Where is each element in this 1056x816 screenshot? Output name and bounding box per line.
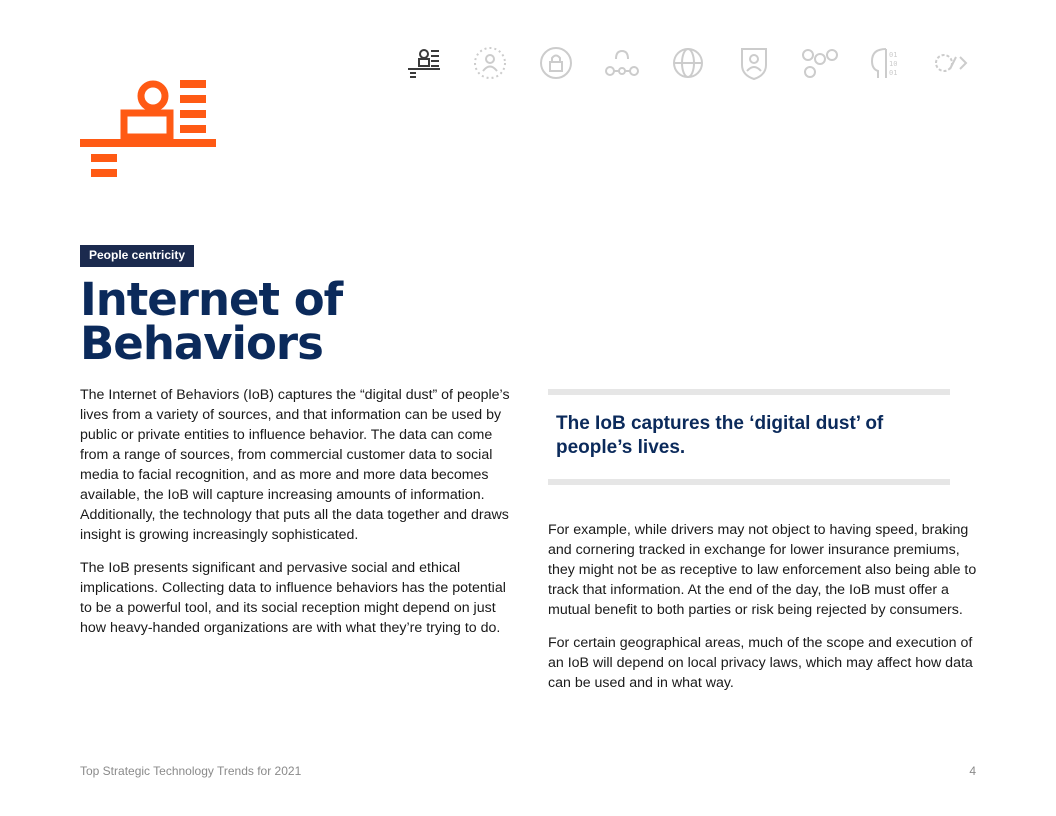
right-column xyxy=(548,520,988,706)
footer-title: Top Strategic Technology Trends for 2021 xyxy=(80,764,302,778)
ai-head-binary-icon[interactable] xyxy=(864,44,908,82)
svg-text:01: 01 xyxy=(889,51,898,59)
nodes-icon[interactable] xyxy=(798,44,842,82)
gear-code-icon[interactable] xyxy=(930,44,974,82)
lock-circle-icon[interactable] xyxy=(534,44,578,82)
left-column xyxy=(80,385,510,651)
trend-nav xyxy=(402,44,996,82)
title-line-2: Behaviors xyxy=(80,317,323,370)
page-number: 4 xyxy=(969,764,976,778)
title-line-1: Internet of xyxy=(80,273,343,326)
paragraph: For certain geographical areas, much of the scope and execution of an IoB will depend on local privacy laws, which may affect how data can be used and in what way. xyxy=(548,635,973,691)
people-centricity-hero-icon xyxy=(80,78,220,180)
section-tag: People centricity xyxy=(80,245,194,267)
pull-quote: The IoB captures the ‘digital dust’ of people’s lives. xyxy=(556,413,884,458)
svg-text:10: 10 xyxy=(889,60,898,68)
shield-person-icon[interactable] xyxy=(732,44,776,82)
pull-quote-box xyxy=(548,389,950,485)
globe-icon[interactable] xyxy=(666,44,710,82)
people-dotted-icon[interactable] xyxy=(468,44,512,82)
page-title xyxy=(80,273,500,370)
people-centricity-icon[interactable] xyxy=(402,44,446,82)
cloud-network-icon[interactable] xyxy=(600,44,644,82)
svg-text:01: 01 xyxy=(889,69,898,77)
paragraph: The Internet of Behaviors (IoB) captures the “digital dust” of people’s lives from a variety of sources, and that information can be used by public or private entities to influence behavior. The data can come from a range of sources, from commercial customer data to social media to facial recognition, and as more and more data becomes available, the IoB will capture increasing amounts of information. Additionally, the technology that puts all the data together and draws insight is growing increasingly sophisticated. xyxy=(80,387,510,543)
paragraph: For example, while drivers may not object to having speed, braking and cornering tracked in exchange for lower insurance premiums, they might not be as receptive to law enforcement also being able to track that information. At the end of the day, the IoB must offer a mutual benefit to both parties or risk being rejected by consumers. xyxy=(548,522,977,618)
paragraph: The IoB presents significant and pervasive social and ethical implications. Collecting data to influence behaviors has the potential to be a powerful tool, and its social reception might depend on just how heavy-handed organizations are with what they’re trying to do. xyxy=(80,560,506,636)
pull-quote-rule-top xyxy=(548,389,950,395)
pull-quote-rule-bottom xyxy=(548,479,950,485)
